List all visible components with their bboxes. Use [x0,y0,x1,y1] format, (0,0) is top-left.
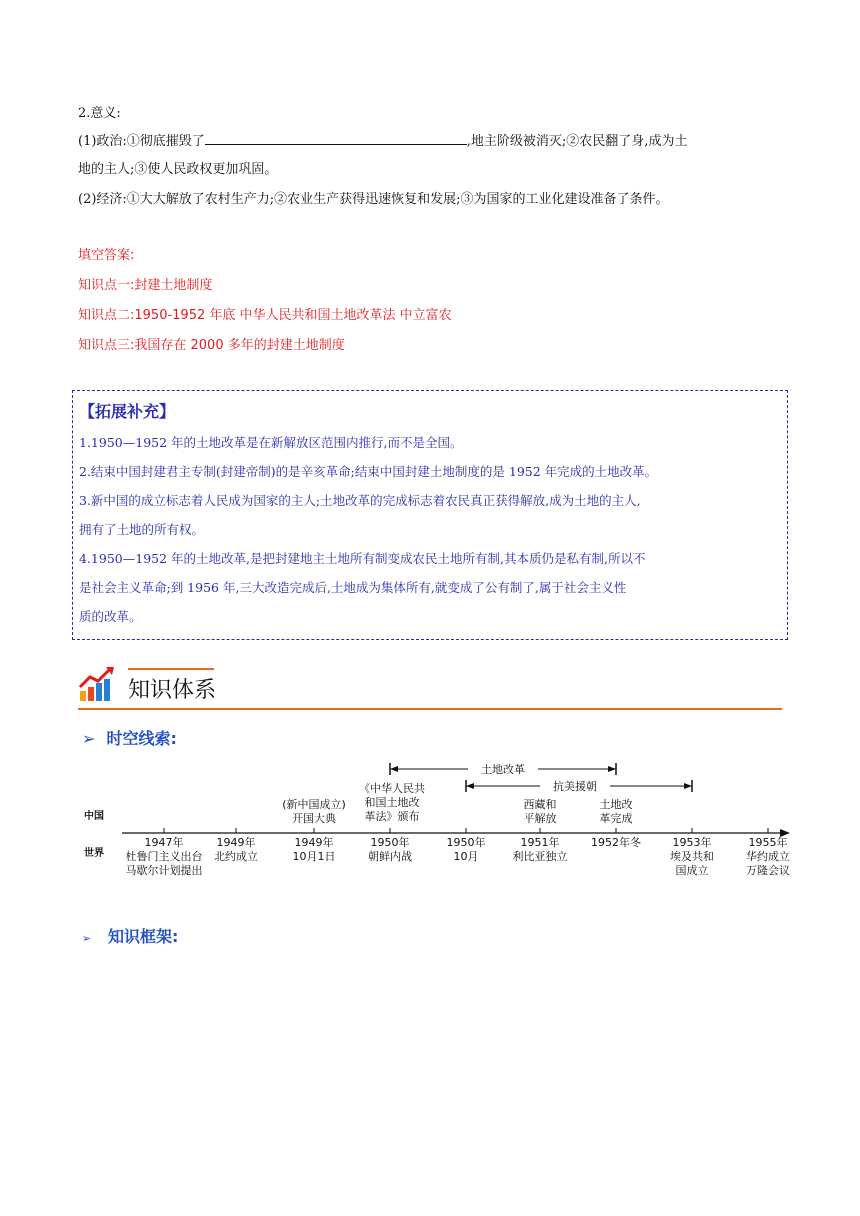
framework-subtitle [82,924,178,947]
world-event: 10月1日 [292,850,336,863]
tick-date: 1950年 [370,836,410,849]
china-event-landlaw-1: 《中华人民共 [359,782,425,795]
world-event: 马歇尔计划提出 [125,864,203,877]
economy-line: (2)经济:①大大解放了农村生产力;②农业生产获得迅速恢复和发展;③为国家的工业化建设准备了条件。 [78,192,669,207]
china-event-tibet-1: 西藏和 [523,798,557,811]
fill-blank[interactable] [205,132,467,145]
world-event: 北约成立 [214,850,258,863]
china-event-landlaw-2: 和国土地改 [364,796,420,809]
framework-subtitle-text: 知识框架: [107,927,179,946]
extension-line-7: 质的改革。 [79,609,142,624]
china-event-reform-done-2: 革完成 [599,812,633,825]
bracket-label-land-reform: 土地改革 [481,763,525,776]
tick-1952 [591,828,641,849]
tick-1953 [670,828,714,877]
answer-item-2: 知识点二:1950-1952 年底 中华人民共和国土地改革法 中立富农 [78,308,452,323]
extension-box [72,390,788,640]
tick-1947 [126,828,203,877]
tick-date: 1949年 [216,836,256,849]
tick-date: 1953年 [672,836,712,849]
extension-title: 【拓展补充】 [79,402,176,421]
extension-line-6: 是社会主义革命;到 1956 年,三大改造完成后,土地成为集体所有,就变成了公有制了,属于社会主义性 [79,580,627,595]
china-event-founding-1: (新中国成立) [282,798,346,811]
answer-item-3: 知识点三:我国存在 2000 多年的封建土地制度 [78,338,345,353]
world-event: 朝鲜内战 [368,850,412,863]
arrow-bullet-icon: ➢ [82,932,92,945]
tick-date: 1955年 [748,836,788,849]
extension-line-3: 3.新中国的成立标志着人民成为国家的主人;土地改革的完成标志着农民真正获得解放,成为土地的主人, [79,493,641,508]
world-event: 利比亚独立 [512,850,568,863]
section-title: 知识体系 [128,678,217,703]
politics-line [78,132,687,152]
china-event-founding-2: 开国大典 [292,812,336,825]
answer-item-1: 知识点一:封建土地制度 [78,278,213,293]
timeline-chart [78,756,798,884]
tick-date: 1947年 [144,836,184,849]
significance-heading: 2.意义: [78,106,121,121]
world-event: 华约成立 [746,850,790,863]
bracket-label-korea: 抗美援朝 [553,780,597,793]
world-event: 杜鲁门主义出台 [125,850,203,863]
section-overline [128,668,214,670]
china-event-reform-done-1: 土地改 [599,798,633,811]
world-event: 国成立 [675,864,709,877]
timeline-subtitle [82,726,177,749]
timeline-subtitle-text: 时空线索: [106,729,177,748]
chart-growth-icon [78,665,118,709]
side-label-china: 中国 [84,811,104,822]
answers-title: 填空答案: [78,248,135,263]
world-event: 埃及共和 [670,850,714,863]
politics-prefix: (1)政治:①彻底摧毁了 [78,134,205,149]
politics-line2: 地的主人;③使人民政权更加巩固。 [78,162,278,177]
tick-date: 1950年 [446,836,486,849]
china-event-landlaw-3: 革法》颁布 [364,810,420,823]
tick-1955 [746,828,790,877]
side-label-world: 世界 [84,848,104,859]
politics-suffix: ,地主阶级被消灭;②农民翻了身,成为土 [466,134,688,149]
tick-date: 1951年 [520,836,560,849]
world-event: 万隆会议 [746,864,790,877]
tick-date: 1949年 [294,836,334,849]
tick-date: 1952年冬 [591,836,641,849]
extension-line-1: 1.1950—1952 年的土地改革是在新解放区范围内推行,而不是全国。 [79,435,463,450]
extension-line-2: 2.结束中国封建君主专制(封建帝制)的是辛亥革命;结束中国封建土地制度的是 1952 年完成的土地改革。 [79,464,658,479]
extension-line-5: 4.1950—1952 年的土地改革,是把封建地主土地所有制变成农民土地所有制,其本质仍是私有制,所以不 [79,551,646,566]
section-rule [78,708,782,710]
world-event: 10月 [453,850,479,863]
extension-line-4: 拥有了土地的所有权。 [79,522,205,537]
china-event-tibet-2: 平解放 [523,812,557,825]
arrow-bullet-icon: ➢ [82,729,96,748]
